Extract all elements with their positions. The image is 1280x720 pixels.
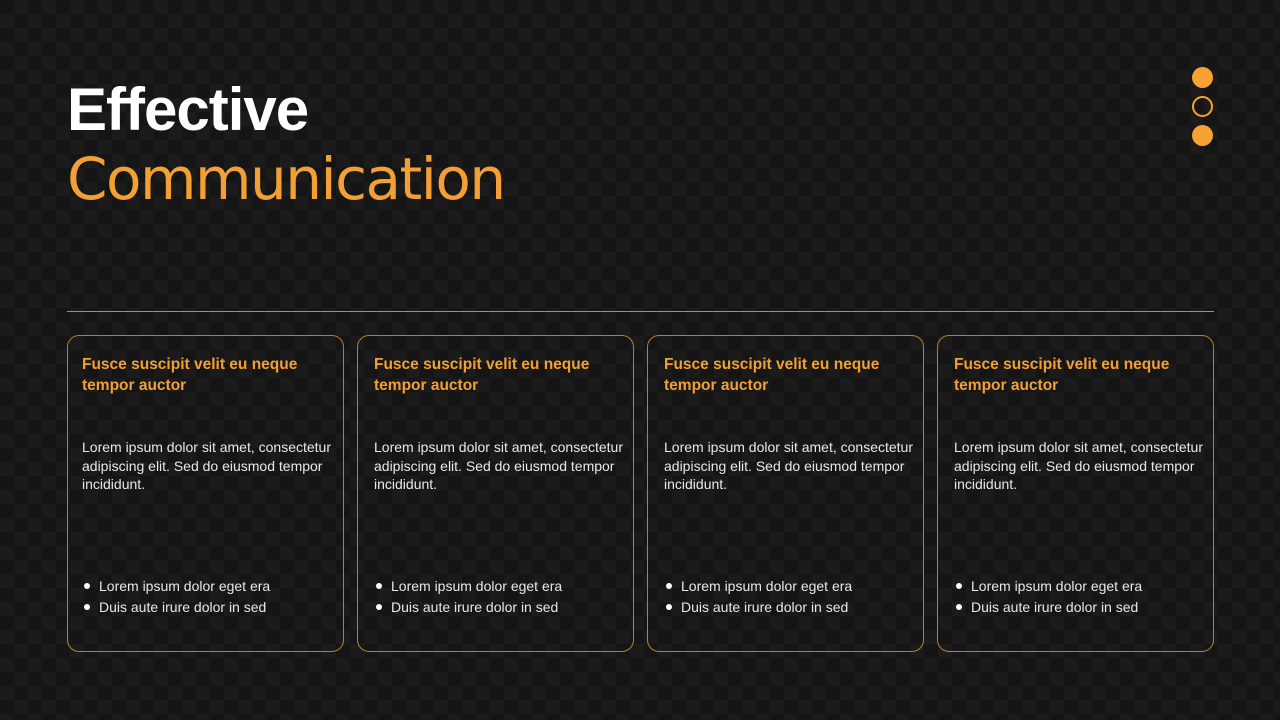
list-item-text: Duis aute irure dolor in sed [391, 599, 559, 615]
card-title: Fusce suscipit velit eu neque tempor auctor [82, 356, 298, 394]
filled-dot-icon [1192, 67, 1213, 88]
list-item-text: Duis aute irure dolor in sed [99, 599, 267, 615]
list-item [664, 597, 852, 618]
list-item-text: Duis aute irure dolor in sed [971, 599, 1139, 615]
card-bullet-list [664, 576, 852, 618]
card-bullet-list [374, 576, 562, 618]
slide-indicator-dots [1192, 67, 1214, 154]
list-item-text: Lorem ipsum dolor eget era [99, 578, 271, 594]
list-item [954, 576, 1142, 597]
bullet-icon [84, 604, 90, 610]
filled-dot-icon [1192, 125, 1213, 146]
list-item [954, 597, 1142, 618]
card-body: Lorem ipsum dolor sit amet, consectetur adipiscing elit. Sed do eiusmod tempor incididunt. [374, 439, 623, 492]
bullet-icon [376, 604, 382, 610]
bullet-icon [956, 604, 962, 610]
list-item [374, 576, 562, 597]
list-item [82, 576, 270, 597]
bullet-icon [376, 583, 382, 589]
list-item [374, 597, 562, 618]
list-item [664, 576, 852, 597]
card-bullet-list [954, 576, 1142, 618]
card-title: Fusce suscipit velit eu neque tempor auctor [374, 356, 590, 394]
info-card-1 [67, 335, 344, 652]
title-line-1: Effective [67, 76, 309, 143]
info-card-3 [647, 335, 924, 652]
info-card-4 [937, 335, 1214, 652]
card-body: Lorem ipsum dolor sit amet, consectetur adipiscing elit. Sed do eiusmod tempor incididunt. [954, 439, 1203, 492]
card-title: Fusce suscipit velit eu neque tempor auctor [954, 356, 1170, 394]
list-item-text: Lorem ipsum dolor eget era [681, 578, 853, 594]
bullet-icon [666, 583, 672, 589]
card-body: Lorem ipsum dolor sit amet, consectetur adipiscing elit. Sed do eiusmod tempor incididunt. [82, 439, 331, 492]
title-line-2: Communication [67, 145, 505, 213]
card-row [67, 335, 1214, 653]
bullet-icon [666, 604, 672, 610]
list-item [82, 597, 270, 618]
section-divider [67, 311, 1214, 312]
card-title: Fusce suscipit velit eu neque tempor auctor [664, 356, 880, 394]
bullet-icon [956, 583, 962, 589]
outline-dot-icon [1192, 96, 1213, 117]
card-bullet-list [82, 576, 270, 618]
card-body: Lorem ipsum dolor sit amet, consectetur adipiscing elit. Sed do eiusmod tempor incididunt. [664, 439, 913, 492]
list-item-text: Lorem ipsum dolor eget era [971, 578, 1143, 594]
list-item-text: Duis aute irure dolor in sed [681, 599, 849, 615]
list-item-text: Lorem ipsum dolor eget era [391, 578, 563, 594]
info-card-2 [357, 335, 634, 652]
bullet-icon [84, 583, 90, 589]
